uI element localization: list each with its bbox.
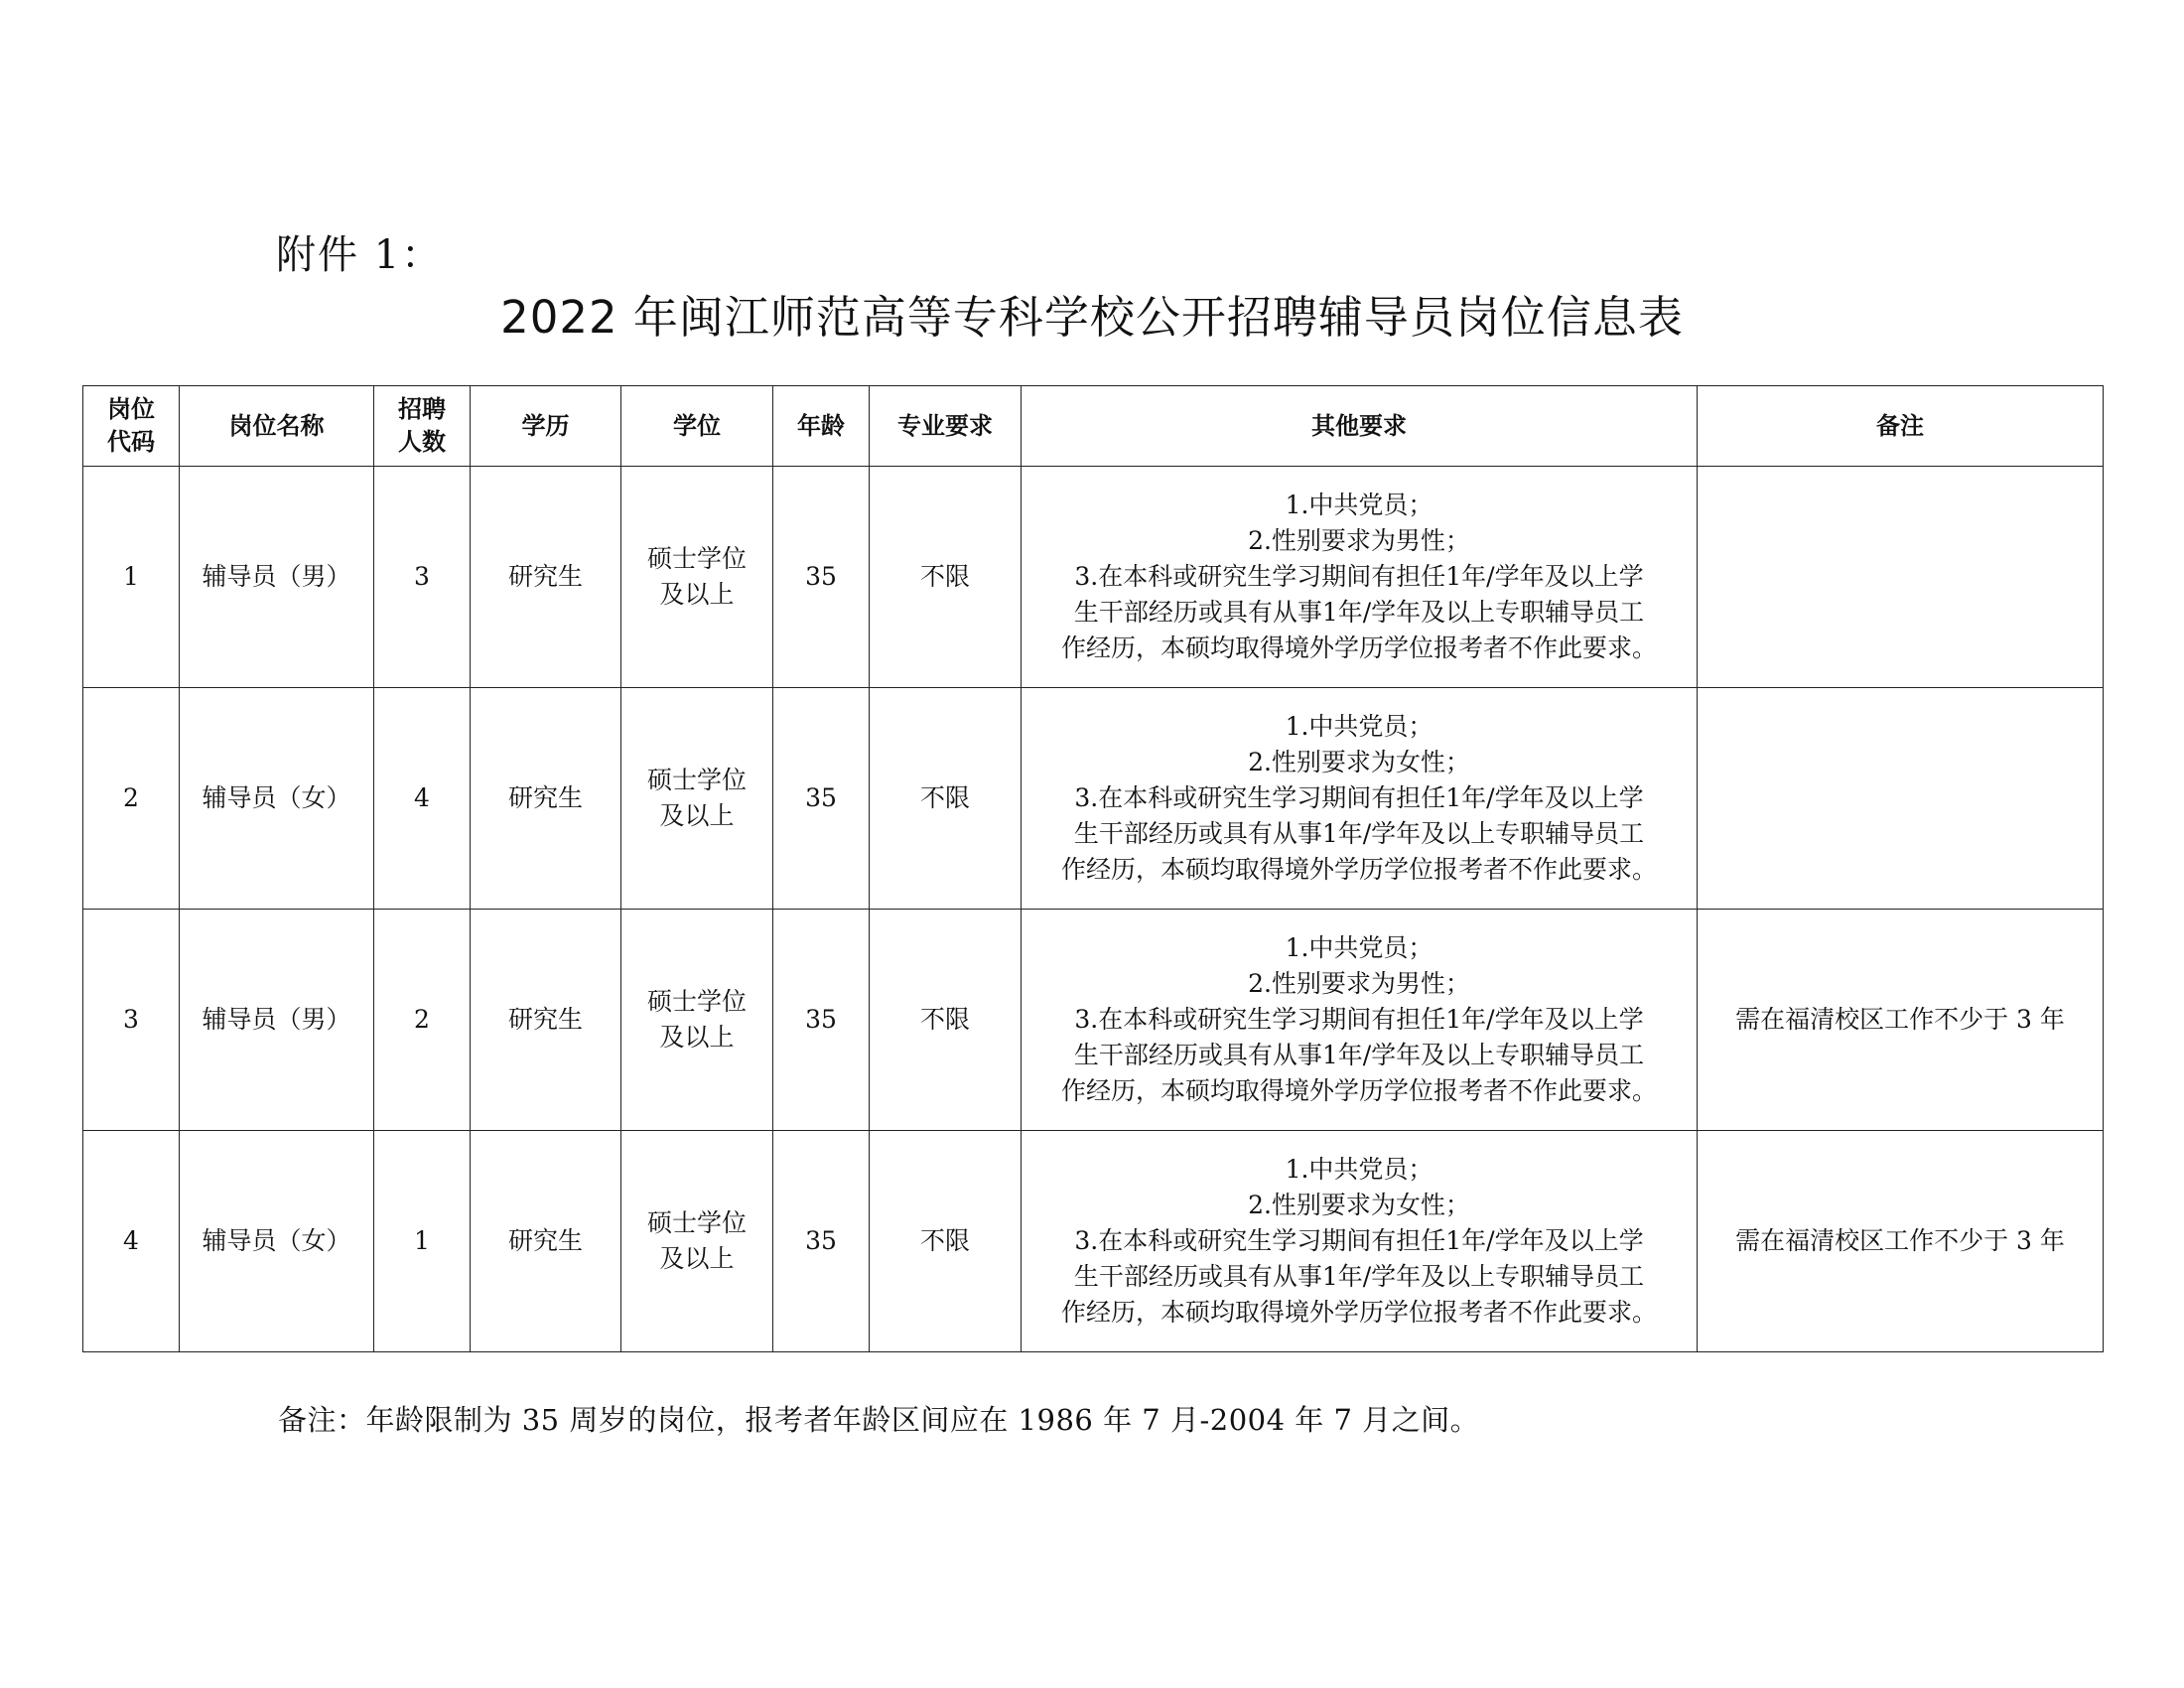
cell-degree bbox=[621, 688, 773, 910]
cell-age: 35 bbox=[773, 910, 870, 1131]
cell-major: 不限 bbox=[870, 910, 1022, 1131]
degree-line: 及以上 bbox=[659, 1244, 735, 1273]
requirement-line: 生干部经历或具有从事1年/学年及以上专职辅导员工 bbox=[1073, 1262, 1645, 1291]
requirement-line: 生干部经历或具有从事1年/学年及以上专职辅导员工 bbox=[1073, 819, 1645, 848]
cell-age: 35 bbox=[773, 688, 870, 910]
cell-remark bbox=[1698, 688, 2104, 910]
cell-degree bbox=[621, 1131, 773, 1352]
cell-degree bbox=[621, 467, 773, 688]
cell-code: 4 bbox=[83, 1131, 180, 1352]
requirement-line: 1.中共党员； bbox=[1285, 933, 1433, 962]
requirement-line: 1.中共党员； bbox=[1285, 491, 1433, 519]
cell-other-requirements bbox=[1022, 1131, 1698, 1352]
cell-name: 辅导员（男） bbox=[180, 910, 374, 1131]
cell-education: 研究生 bbox=[471, 467, 621, 688]
cell-age: 35 bbox=[773, 467, 870, 688]
cell-other-requirements bbox=[1022, 688, 1698, 910]
cell-name: 辅导员（女） bbox=[180, 1131, 374, 1352]
table-row bbox=[83, 688, 2104, 910]
cell-education: 研究生 bbox=[471, 910, 621, 1131]
cell-other-requirements bbox=[1022, 910, 1698, 1131]
requirement-line: 作经历，本硕均取得境外学历学位报考者不作此要求。 bbox=[1060, 855, 1657, 884]
degree-line: 硕士学位 bbox=[646, 766, 747, 794]
cell-remark: 需在福清校区工作不少于 3 年 bbox=[1698, 1131, 2104, 1352]
col-header-remark: 备注 bbox=[1698, 386, 2104, 467]
requirement-line: 1.中共党员； bbox=[1285, 1155, 1433, 1184]
page-title: 2022 年闽江师范高等专科学校公开招聘辅导员岗位信息表 bbox=[500, 291, 1684, 344]
col-header-code-line: 代码 bbox=[107, 428, 155, 456]
col-header-count-line: 人数 bbox=[398, 428, 446, 456]
positions-table bbox=[82, 385, 2104, 1352]
requirement-line: 作经历，本硕均取得境外学历学位报考者不作此要求。 bbox=[1060, 1076, 1657, 1105]
cell-other-requirements bbox=[1022, 467, 1698, 688]
cell-major: 不限 bbox=[870, 688, 1022, 910]
cell-count: 3 bbox=[374, 467, 471, 688]
requirement-line: 3.在本科或研究生学习期间有担任1年/学年及以上学 bbox=[1074, 783, 1644, 812]
col-header-code bbox=[83, 386, 180, 467]
requirement-line: 生干部经历或具有从事1年/学年及以上专职辅导员工 bbox=[1073, 598, 1645, 627]
degree-line: 硕士学位 bbox=[646, 1208, 747, 1237]
col-header-count bbox=[374, 386, 471, 467]
cell-major: 不限 bbox=[870, 467, 1022, 688]
cell-degree bbox=[621, 910, 773, 1131]
requirement-line: 2.性别要求为男性； bbox=[1248, 526, 1470, 555]
footnote: 备注：年龄限制为 35 周岁的岗位，报考者年龄区间应在 1986 年 7 月-2004 年 7 月之间。 bbox=[278, 1403, 1480, 1437]
cell-count: 1 bbox=[374, 1131, 471, 1352]
cell-count: 4 bbox=[374, 688, 471, 910]
requirement-line: 2.性别要求为女性； bbox=[1248, 1191, 1470, 1219]
degree-line: 硕士学位 bbox=[646, 987, 747, 1016]
cell-remark bbox=[1698, 467, 2104, 688]
requirement-line: 2.性别要求为女性； bbox=[1248, 748, 1470, 776]
table-header-row bbox=[83, 386, 2104, 467]
cell-name: 辅导员（男） bbox=[180, 467, 374, 688]
cell-code: 2 bbox=[83, 688, 180, 910]
cell-name: 辅导员（女） bbox=[180, 688, 374, 910]
degree-line: 硕士学位 bbox=[646, 544, 747, 573]
table-row bbox=[83, 467, 2104, 688]
degree-line: 及以上 bbox=[659, 1023, 735, 1052]
requirement-line: 3.在本科或研究生学习期间有担任1年/学年及以上学 bbox=[1074, 1005, 1644, 1034]
col-header-age: 年龄 bbox=[773, 386, 870, 467]
requirement-line: 生干部经历或具有从事1年/学年及以上专职辅导员工 bbox=[1073, 1041, 1645, 1069]
cell-code: 3 bbox=[83, 910, 180, 1131]
cell-education: 研究生 bbox=[471, 1131, 621, 1352]
requirement-line: 作经历，本硕均取得境外学历学位报考者不作此要求。 bbox=[1060, 633, 1657, 662]
cell-remark: 需在福清校区工作不少于 3 年 bbox=[1698, 910, 2104, 1131]
table-row bbox=[83, 910, 2104, 1131]
cell-major: 不限 bbox=[870, 1131, 1022, 1352]
requirement-line: 3.在本科或研究生学习期间有担任1年/学年及以上学 bbox=[1074, 562, 1644, 591]
cell-code: 1 bbox=[83, 467, 180, 688]
cell-education: 研究生 bbox=[471, 688, 621, 910]
col-header-name: 岗位名称 bbox=[180, 386, 374, 467]
table-row bbox=[83, 1131, 2104, 1352]
col-header-count-line: 招聘 bbox=[398, 395, 446, 423]
degree-line: 及以上 bbox=[659, 580, 735, 609]
requirement-line: 作经历，本硕均取得境外学历学位报考者不作此要求。 bbox=[1060, 1298, 1657, 1327]
requirement-line: 3.在本科或研究生学习期间有担任1年/学年及以上学 bbox=[1074, 1226, 1644, 1255]
requirement-line: 1.中共党员； bbox=[1285, 712, 1433, 741]
degree-line: 及以上 bbox=[659, 801, 735, 830]
col-header-major: 专业要求 bbox=[870, 386, 1022, 467]
cell-count: 2 bbox=[374, 910, 471, 1131]
requirement-line: 2.性别要求为男性； bbox=[1248, 969, 1470, 998]
cell-age: 35 bbox=[773, 1131, 870, 1352]
col-header-code-line: 岗位 bbox=[107, 395, 155, 423]
attachment-label: 附件 1： bbox=[276, 232, 444, 278]
col-header-degree: 学位 bbox=[621, 386, 773, 467]
col-header-other: 其他要求 bbox=[1022, 386, 1698, 467]
col-header-education: 学历 bbox=[471, 386, 621, 467]
